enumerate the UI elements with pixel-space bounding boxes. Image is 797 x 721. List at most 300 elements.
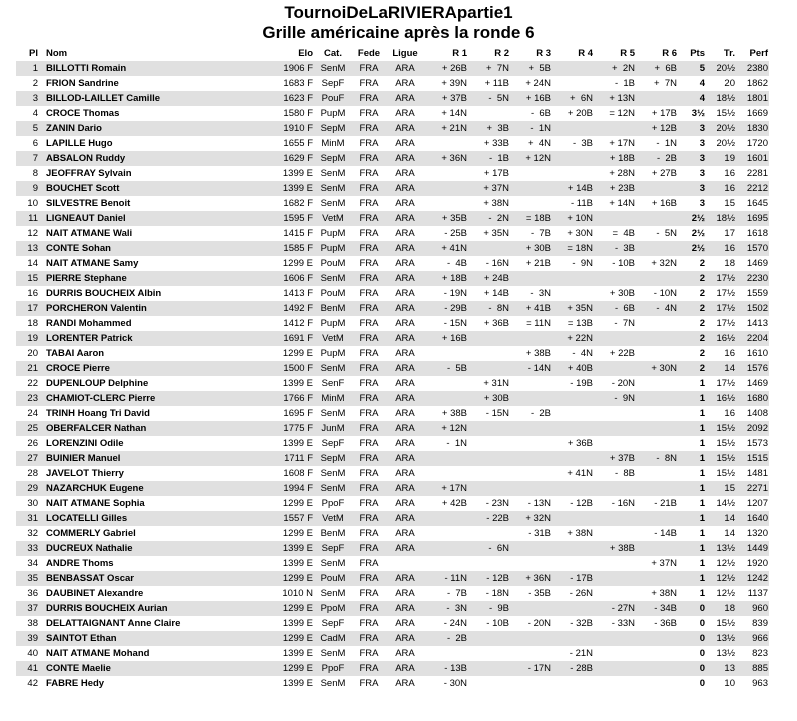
cell-cat: JunM (313, 421, 353, 436)
cell-pl: 19 (16, 331, 46, 346)
cell-r3 (509, 556, 551, 571)
cell-elo: 1711 F (271, 451, 313, 466)
cell-r1: - 30N (443, 678, 467, 689)
cell-ligue: ARA (395, 618, 415, 629)
table-row (16, 571, 769, 586)
cell-name: BUINIER Manuel (46, 451, 271, 466)
cell-r3 (509, 436, 551, 451)
cell-r3: + 38B (525, 348, 551, 359)
cell-r1 (425, 556, 467, 571)
cell-pts: 2½ (677, 241, 705, 256)
cell-cat: SenM (320, 678, 346, 689)
cell-pl: 31 (16, 511, 46, 526)
cell-r5 (593, 421, 635, 436)
cell-pl: 16 (27, 288, 38, 299)
cell-perf: 1695 (735, 211, 769, 226)
cell-ligue: ARA (385, 631, 425, 646)
cell-cat: SenM (313, 361, 353, 376)
cell-r2: + 30B (467, 391, 509, 406)
cell-cat: PupM (320, 108, 346, 119)
cell-r3: - 2B (530, 408, 551, 419)
cell-fede: FRA (353, 661, 385, 676)
cell-r3: - 1N (509, 121, 551, 136)
cell-elo: 1299 E (282, 528, 313, 539)
cell-fede: FRA (359, 78, 379, 89)
cell-cat: SenM (313, 481, 353, 496)
cell-r2: + 36B (483, 318, 509, 329)
cell-r1: + 17N (425, 481, 467, 496)
table-row (16, 526, 769, 541)
cell-perf: 1502 (735, 301, 769, 316)
cell-cat: SenM (320, 648, 346, 659)
cell-pts: 3 (699, 138, 705, 149)
header-pts: Pts (690, 48, 705, 59)
cell-pl: 34 (27, 558, 38, 569)
cell-r6 (635, 541, 677, 556)
cell-fede: FRA (359, 168, 379, 179)
cell-r3 (509, 166, 551, 181)
cell-tr: 18 (705, 601, 735, 616)
cell-r2: - 10B (486, 618, 509, 629)
cell-pl: 24 (27, 408, 38, 419)
cell-pts: 2 (699, 258, 705, 269)
cell-cat: PpoF (313, 661, 353, 676)
cell-elo: 1691 F (271, 331, 313, 346)
cell-perf: 1469 (746, 378, 768, 389)
cell-r5 (593, 676, 635, 691)
cell-ligue: ARA (395, 438, 415, 449)
cell-tr: 15½ (716, 438, 735, 449)
cell-name: DAUBINET Alexandre (46, 588, 144, 599)
cell-elo: 1766 F (271, 391, 313, 406)
cell-pl: 10 (27, 198, 38, 209)
cell-perf: 1720 (746, 138, 768, 149)
cell-elo: 1010 N (282, 588, 313, 599)
cell-r1: - 24N (443, 618, 467, 629)
cell-tr: 15½ (716, 618, 735, 629)
cell-pl: 21 (16, 361, 46, 376)
cell-r4: = 18N (551, 241, 593, 256)
table-row (16, 676, 769, 691)
cell-r5: - 9N (593, 391, 635, 406)
cell-r2 (467, 676, 509, 691)
cell-elo: 1299 E (271, 631, 313, 646)
cell-name: PORCHERON Valentin (46, 301, 271, 316)
cell-ligue: ARA (385, 151, 425, 166)
cell-r2 (467, 361, 509, 376)
cell-r1: + 14N (441, 108, 467, 119)
cell-r5: + 17N (609, 138, 635, 149)
cell-r6: - 1N (656, 138, 677, 149)
cell-ligue: ARA (395, 228, 415, 239)
cell-r2: + 17B (483, 168, 509, 179)
cell-name: NAIT ATMANE Wali (46, 228, 133, 239)
cell-elo: 1399 E (282, 438, 313, 449)
cell-r1 (425, 541, 467, 556)
cell-ligue: ARA (395, 138, 415, 149)
cell-elo: 1399 E (271, 181, 313, 196)
table-row (16, 631, 769, 646)
cell-elo: 1580 F (283, 108, 313, 119)
cell-r3 (509, 631, 551, 646)
cell-pl: 20 (27, 348, 38, 359)
table-row (16, 91, 769, 106)
cell-r6 (635, 241, 677, 256)
cell-perf: 1469 (746, 258, 768, 269)
cell-fede: FRA (359, 198, 379, 209)
cell-r5 (593, 586, 635, 601)
cell-tr: 14 (705, 361, 735, 376)
cell-perf: 1610 (746, 348, 768, 359)
cell-name: CROCE Thomas (46, 108, 120, 119)
cell-r1 (425, 196, 467, 211)
table-row (16, 496, 769, 511)
cell-pl: 25 (16, 421, 46, 436)
cell-name: NAIT ATMANE Samy (46, 258, 139, 269)
cell-elo: 1492 F (271, 301, 313, 316)
cell-cat: PouM (320, 288, 346, 299)
cell-name: DUCREUX Nathalie (46, 541, 271, 556)
header-fede: Fede (357, 48, 381, 59)
cell-r6: + 37N (651, 558, 677, 569)
cell-pts: 2 (677, 331, 705, 346)
cell-pts: 1 (699, 408, 705, 419)
cell-pts: 1 (677, 511, 705, 526)
cell-r4 (551, 61, 593, 76)
cell-pts: 2 (677, 301, 705, 316)
cell-r5: + 14N (609, 198, 635, 209)
table-row (16, 151, 769, 166)
cell-r5 (593, 271, 635, 286)
cell-r4: = 13B (567, 318, 593, 329)
cell-r6 (635, 316, 677, 331)
cell-pts: 1 (699, 588, 705, 599)
cell-tr: 13 (705, 661, 735, 676)
cell-pts: 0 (677, 661, 705, 676)
cell-r4 (551, 676, 593, 691)
cell-pl: 23 (16, 391, 46, 406)
table-row (16, 451, 769, 466)
cell-fede: FRA (353, 421, 385, 436)
cell-elo: 1500 F (271, 361, 313, 376)
cell-r6 (635, 421, 677, 436)
cell-ligue: ARA (395, 288, 415, 299)
cell-r1: - 29B (425, 301, 467, 316)
cell-r2: - 9B (467, 601, 509, 616)
cell-ligue: ARA (385, 541, 425, 556)
cell-r4: - 4N (572, 348, 593, 359)
cell-elo: 1299 E (271, 601, 313, 616)
cell-ligue: ARA (385, 121, 425, 136)
table-row (16, 556, 769, 571)
cell-fede: FRA (353, 571, 385, 586)
table-row (16, 136, 769, 151)
cell-r2: - 5N (467, 91, 509, 106)
cell-fede: FRA (359, 528, 379, 539)
cell-fede: FRA (353, 451, 385, 466)
cell-r4: + 14B (551, 181, 593, 196)
cell-name: BILLOD-LAILLET Camille (46, 91, 271, 106)
cell-ligue: ARA (385, 91, 425, 106)
cell-fede: FRA (353, 211, 385, 226)
cell-r6: + 17B (651, 108, 677, 119)
cell-name: NAZARCHUK Eugene (46, 481, 271, 496)
cell-perf: 1242 (735, 571, 769, 586)
cell-name: CONTE Sohan (46, 241, 271, 256)
cell-pl: 15 (16, 271, 46, 286)
cell-pl: 39 (16, 631, 46, 646)
cell-ligue: ARA (385, 511, 425, 526)
cell-name: DURRIS BOUCHEIX Albin (46, 288, 162, 299)
cell-tr: 15½ (705, 451, 735, 466)
cell-r5: + 22B (609, 348, 635, 359)
table-row (16, 181, 769, 196)
cell-pl: 4 (32, 108, 38, 119)
cell-fede: FRA (353, 241, 385, 256)
cell-pl: 13 (16, 241, 46, 256)
cell-r5: - 7N (614, 318, 635, 329)
cell-ligue: ARA (395, 498, 415, 509)
cell-pl: 37 (16, 601, 46, 616)
cell-r1: + 37B (425, 91, 467, 106)
cell-fede: FRA (353, 511, 385, 526)
cell-cat: PouF (313, 91, 353, 106)
cell-r4 (551, 556, 593, 571)
cell-name: CONTE Maelie (46, 661, 271, 676)
cell-r4 (551, 406, 593, 421)
header-r3: R 3 (536, 48, 551, 59)
cell-pts: 3 (677, 181, 705, 196)
cell-ligue: ARA (385, 421, 425, 436)
table-row (16, 196, 769, 211)
cell-r6: + 32N (651, 258, 677, 269)
cell-r4: + 40B (551, 361, 593, 376)
cell-name: LOCATELLI Gilles (46, 511, 271, 526)
cell-name: JEOFFRAY Sylvain (46, 168, 132, 179)
cell-r5: - 8B (614, 468, 635, 479)
cell-r5 (593, 211, 635, 226)
cell-pl: 38 (27, 618, 38, 629)
cell-r3 (509, 181, 551, 196)
cell-cat: BenM (313, 301, 353, 316)
cell-fede: FRA (359, 108, 379, 119)
cell-elo: 1595 F (271, 211, 313, 226)
cell-r3: - 31B (528, 528, 551, 539)
cell-cat: SepM (313, 121, 353, 136)
cell-cat: PpoF (321, 498, 345, 509)
cell-r4 (551, 286, 593, 301)
cell-pl: 12 (27, 228, 38, 239)
table-row (16, 256, 769, 271)
cell-name: BOUCHET Scott (46, 181, 271, 196)
cell-tr: 20½ (716, 138, 735, 149)
cell-r1 (425, 646, 467, 661)
cell-r5 (593, 631, 635, 646)
cell-perf: 1645 (746, 198, 768, 209)
cell-r1: + 35B (425, 211, 467, 226)
cell-elo: 1695 F (283, 408, 313, 419)
cell-cat: SenM (313, 271, 353, 286)
cell-perf: 2230 (735, 271, 769, 286)
cell-r1 (425, 376, 467, 391)
cell-ligue: ARA (395, 78, 415, 89)
cell-perf: 1559 (746, 288, 768, 299)
cell-pts: 2 (677, 271, 705, 286)
cell-r3 (509, 676, 551, 691)
cell-elo: 1910 F (271, 121, 313, 136)
cell-pl: 42 (27, 678, 38, 689)
cell-r2: - 6N (467, 541, 509, 556)
cell-cat: MinM (321, 138, 345, 149)
cell-r1: + 42B (441, 498, 467, 509)
cell-r2: - 1B (467, 151, 509, 166)
cell-fede: FRA (353, 541, 385, 556)
cell-cat: PouM (320, 258, 346, 269)
cell-perf: 1481 (746, 468, 768, 479)
cell-r1: - 1N (446, 438, 467, 449)
table-row (16, 121, 769, 136)
cell-elo: 1413 F (283, 288, 313, 299)
cell-r3: + 12N (509, 151, 551, 166)
cell-pts: 1 (699, 378, 705, 389)
cell-pts: 1 (699, 438, 705, 449)
cell-ligue: ARA (395, 348, 415, 359)
cell-r4 (551, 76, 593, 91)
cell-r2: - 8N (467, 301, 509, 316)
cell-name: CROCE Pierre (46, 361, 271, 376)
header-pl: Pl (29, 48, 38, 59)
cell-elo: 1906 F (271, 61, 313, 76)
table-row (16, 241, 769, 256)
cell-r3: + 32N (509, 511, 551, 526)
cell-tr: 17½ (705, 301, 735, 316)
cell-fede: FRA (353, 361, 385, 376)
cell-r4: + 20B (567, 108, 593, 119)
cell-r3 (509, 331, 551, 346)
cell-r6 (635, 511, 677, 526)
cell-tr: 17½ (716, 378, 735, 389)
cell-pts: 2 (699, 348, 705, 359)
cell-pts: 1 (677, 481, 705, 496)
cell-r2: - 12B (467, 571, 509, 586)
cell-r1 (425, 391, 467, 406)
cell-cat: SenM (313, 181, 353, 196)
cell-r3 (509, 421, 551, 436)
cell-elo: 1399 E (282, 378, 313, 389)
table-row (16, 361, 769, 376)
cell-r2 (467, 421, 509, 436)
cell-name: DUPENLOUP Delphine (46, 378, 149, 389)
cell-r3: = 18B (509, 211, 551, 226)
cell-perf: 1207 (746, 498, 768, 509)
cell-r1: - 25B (444, 228, 467, 239)
cell-elo: 1399 E (271, 541, 313, 556)
cell-perf: 1320 (746, 528, 768, 539)
cell-cat: SenM (320, 408, 346, 419)
cell-r5: - 33N (611, 618, 635, 629)
cell-pts: 1 (699, 528, 705, 539)
cell-r1: + 41N (425, 241, 467, 256)
cell-tr: 20½ (705, 61, 735, 76)
cell-r3: - 17N (509, 661, 551, 676)
cell-perf: 1413 (746, 318, 768, 329)
cell-pl: 11 (16, 211, 46, 226)
table-row (16, 331, 769, 346)
cell-r5 (593, 436, 635, 451)
cell-r1: - 5B (425, 361, 467, 376)
cell-r1: - 19N (443, 288, 467, 299)
cell-r6: - 34B (635, 601, 677, 616)
cell-elo: 1775 F (271, 421, 313, 436)
cell-cat: SepF (321, 78, 345, 89)
cell-name: FABRE Hedy (46, 678, 105, 689)
cell-fede: FRA (353, 481, 385, 496)
cell-tr: 19 (705, 151, 735, 166)
cell-fede: FRA (359, 438, 379, 449)
cell-r1: - 4B (446, 258, 467, 269)
cell-r6 (635, 631, 677, 646)
cell-perf: 960 (735, 601, 769, 616)
cell-r4 (551, 451, 593, 466)
cell-r2 (467, 481, 509, 496)
cell-tr: 13½ (705, 631, 735, 646)
cell-r2: - 18N (485, 588, 509, 599)
cell-tr: 20½ (705, 121, 735, 136)
cell-r2: + 33B (483, 138, 509, 149)
cell-fede: FRA (359, 498, 379, 509)
cell-elo: 1399 E (282, 648, 313, 659)
table-row (16, 661, 769, 676)
cell-r6: + 38N (651, 588, 677, 599)
cell-r5 (593, 331, 635, 346)
cell-r5: + 38B (593, 541, 635, 556)
cell-pts: 1 (699, 558, 705, 569)
cell-r2: + 37N (467, 181, 509, 196)
cell-r6: + 7N (654, 78, 677, 89)
cell-ligue: ARA (385, 391, 425, 406)
cell-r2 (467, 331, 509, 346)
cell-fede: FRA (359, 648, 379, 659)
cell-r4 (551, 121, 593, 136)
cell-r5: + 28N (609, 168, 635, 179)
cell-r1 (425, 136, 467, 151)
cell-elo: 1623 F (271, 91, 313, 106)
cell-name: FRION Sandrine (46, 78, 119, 89)
cell-elo: 1299 E (282, 498, 313, 509)
cell-perf: 1669 (746, 108, 768, 119)
cell-fede: FRA (353, 301, 385, 316)
cell-pts: 2½ (691, 228, 705, 239)
cell-fede: FRA (359, 558, 379, 569)
cell-r3: + 24N (525, 78, 551, 89)
header-r4: R 4 (578, 48, 593, 59)
cell-r4 (551, 481, 593, 496)
table-row (16, 301, 769, 316)
cell-r6: - 2B (635, 151, 677, 166)
cell-ligue (385, 556, 425, 571)
cell-fede: FRA (353, 631, 385, 646)
cell-r4 (551, 421, 593, 436)
header-r1: R 1 (452, 48, 467, 59)
cell-fede: FRA (353, 151, 385, 166)
cell-ligue: ARA (395, 318, 415, 329)
cell-r3: + 30B (509, 241, 551, 256)
cell-r2 (467, 241, 509, 256)
cell-pl: 29 (16, 481, 46, 496)
cell-r6 (635, 331, 677, 346)
cell-r3 (509, 481, 551, 496)
cell-r4: + 30N (567, 228, 593, 239)
